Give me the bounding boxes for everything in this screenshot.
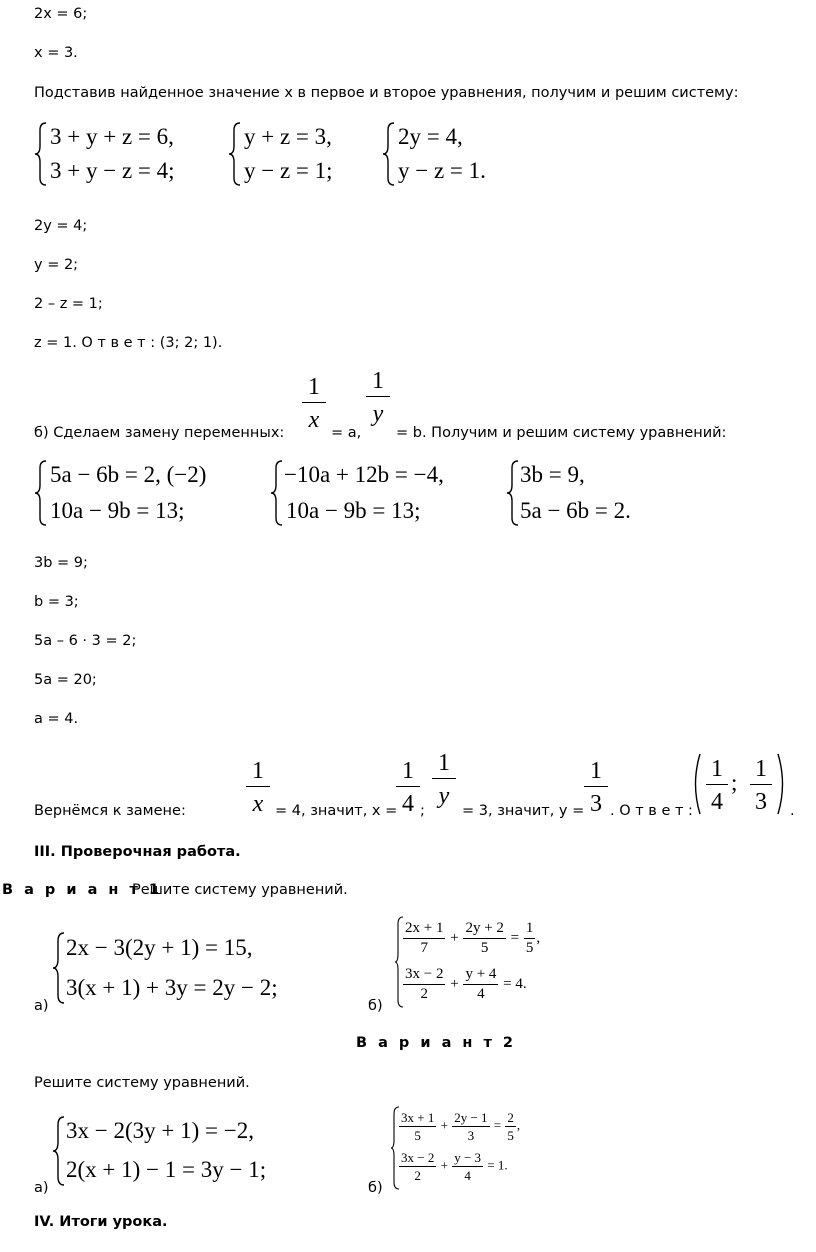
line-2y-eq-4: 2y = 4; — [34, 218, 88, 234]
semicolon: ; — [420, 803, 425, 819]
system6-eq1: 3b = 9, — [520, 462, 585, 487]
variant2-b-eq1: $\frac{3x + 1}{5}$ + $\frac{2y - 1}{3}$ = $\frac{2}{5}$ , — [401, 1110, 521, 1143]
task-2-text: Решите систему уравнений. — [34, 1075, 250, 1091]
variant2-a-eq2: 2(x + 1) − 1 = 3y − 1; — [66, 1157, 267, 1182]
variant1-a-eq2: 3(x + 1) + 3y = 2y − 2; — [66, 975, 278, 1000]
variant1-a-eq1: 2x − 3(2y + 1) = 15, — [66, 935, 253, 960]
fraction: $\frac{2y + 2}{5}$ — [465, 920, 504, 956]
fraction: $\frac{3x + 1}{5}$ — [401, 1110, 435, 1143]
system6-eq2: 5a − 6b = 2. — [520, 498, 631, 523]
label-a-variant2: а) — [34, 1180, 49, 1196]
label-b-variant2: б) — [368, 1180, 383, 1196]
variant-2-heading: В а р и а н т 2 — [356, 1035, 517, 1051]
label-a-variant1: а) — [34, 998, 49, 1014]
variant1-b-eq2: $\frac{3x - 2}{2}$ + $\frac{y + 4}{4}$ = 4. — [405, 966, 527, 1002]
line-b-eq-3: b = 3; — [34, 594, 79, 610]
final-period: . — [790, 803, 795, 819]
brace-icon — [270, 460, 284, 526]
fraction: $\frac{2y - 1}{3}$ — [454, 1110, 488, 1143]
fraction-1-over-4: $\frac{1}{4}$ — [396, 758, 420, 817]
system1-eq2: 3 + y − z = 4; — [50, 158, 175, 183]
task-1-text: Решите систему уравнений. — [132, 882, 348, 898]
return-text: Вернёмся к замене: — [34, 803, 186, 819]
line-2-minus-z: 2 – z = 1; — [34, 296, 103, 312]
section-4-heading: IV. Итоги урока. — [34, 1214, 168, 1230]
fraction-1-over-x: $\frac{1}{x}$ — [246, 758, 270, 817]
fraction: $\frac{2}{5}$ — [507, 1110, 514, 1143]
answer-semicolon: ; — [731, 770, 738, 795]
fraction-answer-1-over-3: $\frac{1}{3}$ — [750, 756, 772, 815]
system2-eq2: y − z = 1; — [244, 158, 333, 183]
label-b-variant1: б) — [368, 998, 383, 1014]
brace-icon — [382, 122, 396, 186]
line-x-eq-3: x = 3. — [34, 45, 78, 61]
system4-eq1: 5a − 6b = 2, (−2) — [50, 462, 207, 487]
fraction-1-over-y: $\frac{1}{y}$ — [366, 368, 390, 427]
system1-eq1: 3 + y + z = 6, — [50, 124, 174, 149]
brace-icon — [52, 1116, 66, 1186]
fraction: $\frac{y - 3}{4}$ — [454, 1150, 482, 1183]
line-3b-eq-9: 3b = 9; — [34, 555, 88, 571]
system2-eq1: y + z = 3, — [244, 124, 332, 149]
system4-eq2: 10a − 9b = 13; — [50, 498, 185, 523]
fraction-1-over-y: $\frac{1}{y}$ — [432, 750, 456, 809]
fraction: $\frac{y + 4}{4}$ — [465, 966, 497, 1002]
fraction: $\frac{2x + 1}{7}$ — [405, 920, 444, 956]
eq-a: = a, — [331, 425, 362, 441]
brace-icon — [52, 932, 66, 1004]
eq-3-text: = 3, значит, y = — [462, 803, 585, 819]
fraction-1-over-x: $\frac{1}{x}$ — [302, 374, 326, 433]
fraction: $\frac{3x - 2}{2}$ — [401, 1150, 435, 1183]
eq-b-text: = b. Получим и решим систему уравнений: — [396, 425, 727, 441]
line-2x-eq-6: 2x = 6; — [34, 6, 88, 22]
brace-icon — [34, 460, 48, 526]
line-answer-1: z = 1. О т в е т : (3; 2; 1). — [34, 335, 223, 351]
line-5a-eq-20: 5a = 20; — [34, 672, 97, 688]
parentheses-icon — [690, 752, 790, 816]
variant-1-heading: В а р и а н т 1 — [2, 882, 163, 898]
variant1-b-eq1: $\frac{2x + 1}{7}$ + $\frac{2y + 2}{5}$ = $\frac{1}{5}$ , — [405, 920, 541, 956]
fraction: $\frac{3x - 2}{2}$ — [405, 966, 444, 1002]
system3-eq1: 2y = 4, — [398, 124, 463, 149]
line-5a-minus: 5a – 6 · 3 = 2; — [34, 633, 137, 649]
variant2-a-eq1: 3x − 2(3y + 1) = −2, — [66, 1118, 254, 1143]
fraction-answer-1-over-4: $\frac{1}{4}$ — [706, 756, 728, 815]
system5-eq1: −10a + 12b = −4, — [284, 462, 444, 487]
system3-eq2: y − z = 1. — [398, 158, 486, 183]
brace-icon — [34, 122, 48, 186]
fraction: $\frac{1}{5}$ — [525, 920, 534, 956]
line-y-eq-2: y = 2; — [34, 257, 79, 273]
answer-label: . О т в е т : — [610, 803, 693, 819]
brace-icon — [506, 460, 520, 526]
system5-eq2: 10a − 9b = 13; — [286, 498, 421, 523]
eq-4-text: = 4, значит, x = — [275, 803, 398, 819]
line-a-eq-4: a = 4. — [34, 711, 79, 727]
substitution-text: б) Сделаем замену переменных: — [34, 425, 285, 441]
fraction-1-over-3: $\frac{1}{3}$ — [584, 758, 608, 817]
section-3-heading: III. Проверочная работа. — [34, 844, 241, 860]
variant2-b-eq2: $\frac{3x - 2}{2}$ + $\frac{y - 3}{4}$ = 1. — [401, 1150, 508, 1183]
brace-icon — [228, 122, 242, 186]
instruction-substitute: Подставив найденное значение x в первое и второе уравнения, получим и решим систему: — [34, 85, 739, 101]
